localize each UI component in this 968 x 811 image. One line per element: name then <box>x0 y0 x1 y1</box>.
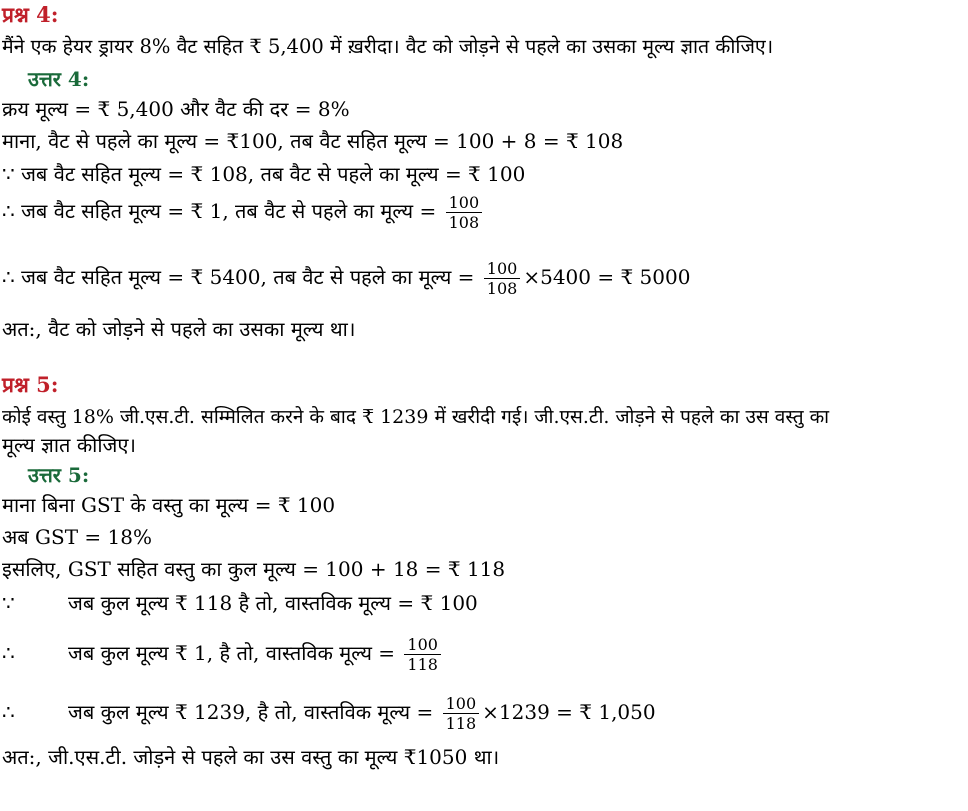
q5-line2: अब GST = 18% <box>2 525 153 549</box>
q4-line4-fraction <box>446 193 483 232</box>
q4-line5-text: ∴ जब वैट सहित मूल्य = ₹ 5400, तब वैट से पहले का मूल्य = <box>2 265 475 289</box>
q4-line4-denominator: 108 <box>448 213 480 232</box>
q5-line6-tail: ×1239 = ₹ 1,050 <box>482 700 656 724</box>
q5-line5-denominator: 118 <box>407 655 438 674</box>
q4-question: मैंने एक हेयर ड्रायर 8% वैट सहित ₹ 5,400 में ख़रीदा। वैट को जोड़ने से पहले का उसका मूल्य ज्ञात कीजिए। <box>2 35 774 58</box>
q4-line5-tail: ×5400 = ₹ 5000 <box>523 265 691 289</box>
q5-line5 <box>2 635 444 674</box>
because-symbol: ∵ <box>2 591 15 615</box>
q4-heading: प्रश्न 4: <box>2 2 59 27</box>
q5-heading: प्रश्न 5: <box>2 372 59 397</box>
q5-line5-fraction <box>404 635 441 674</box>
q4-line1: क्रय मूल्य = ₹ 5,400 और वैट की दर = 8% <box>2 97 350 121</box>
q5-answer-label: उत्तर 5: <box>28 463 90 487</box>
q5-line6 <box>2 694 656 733</box>
therefore-symbol: ∴ <box>2 641 15 665</box>
q4-line4-text: ∴ जब वैट सहित मूल्य = ₹ 1, तब वैट से पहले का मूल्य = <box>2 199 437 223</box>
q4-line3: ∵ जब वैट सहित मूल्य = ₹ 108, तब वैट से पहले का मूल्य = ₹ 100 <box>2 162 526 186</box>
q5-line6-denominator: 118 <box>445 714 477 733</box>
q4-line5-denominator: 108 <box>486 279 518 298</box>
q5-line4 <box>2 590 478 616</box>
q4-line5 <box>2 259 690 298</box>
q5-line5-numerator: 100 <box>404 635 441 655</box>
q5-question-line1: कोई वस्तु 18% जी.एस.टी. सम्मिलित करने के बाद ₹ 1239 में खरीदी गई। जी.एस.टी. जोड़ने से पहले का उस वस्तु का <box>2 406 830 428</box>
q5-line6-numerator: 100 <box>443 694 480 714</box>
q5-line4-text: जब कुल मूल्य ₹ 118 है तो, वास्तविक मूल्य = ₹ 100 <box>68 591 478 615</box>
q5-line6-fraction <box>443 694 480 733</box>
q5-line5-text: जब कुल मूल्य ₹ 1, है तो, वास्तविक मूल्य = <box>68 641 396 665</box>
q4-conclusion: अत:, वैट को जोड़ने से पहले का उसका मूल्य था। <box>2 317 356 341</box>
q4-line4-numerator: 100 <box>446 193 483 213</box>
q5-line6-text: जब कुल मूल्य ₹ 1239, है तो, वास्तविक मूल्य = <box>68 700 434 724</box>
therefore-symbol: ∴ <box>2 700 15 724</box>
q5-line3: इसलिए, GST सहित वस्तु का कुल मूल्य = 100 + 18 = ₹ 118 <box>2 557 506 581</box>
q4-line4 <box>2 193 485 232</box>
q5-line1: माना बिना GST के वस्तु का मूल्य = ₹ 100 <box>2 493 336 517</box>
q4-line5-fraction <box>484 259 521 298</box>
q4-answer-label: उत्तर 4: <box>28 67 90 91</box>
q5-conclusion: अत:, जी.एस.टी. जोड़ने से पहले का उस वस्तु का मूल्य ₹1050 था। <box>2 745 500 769</box>
q5-question-line2: मूल्य ज्ञात कीजिए। <box>2 433 137 457</box>
q4-line2: माना, वैट से पहले का मूल्य = ₹100, तब वैट सहित मूल्य = 100 + 8 = ₹ 108 <box>2 129 624 153</box>
q4-line5-numerator: 100 <box>484 259 521 279</box>
